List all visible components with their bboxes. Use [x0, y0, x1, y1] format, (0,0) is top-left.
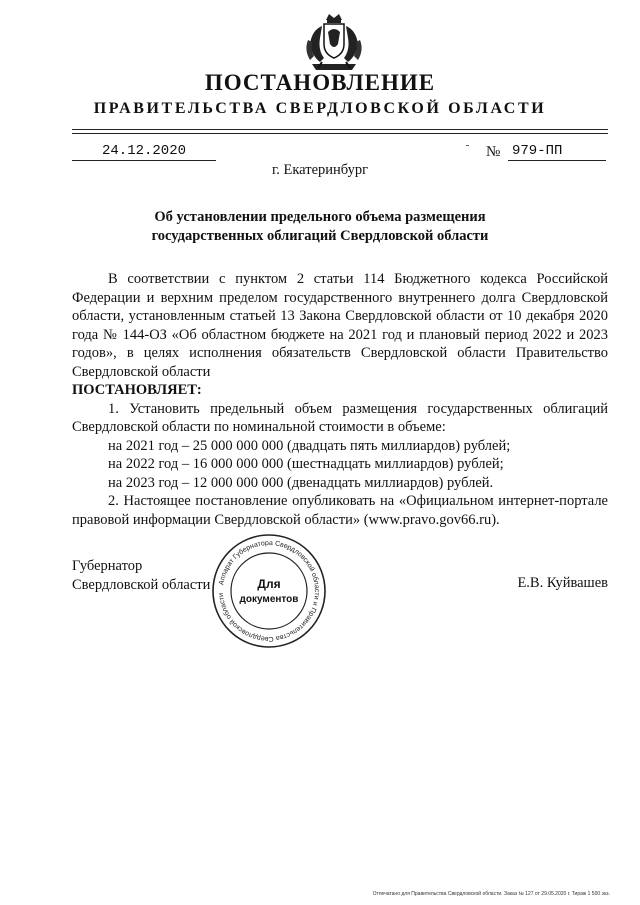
stamp-center-line: Для	[257, 577, 281, 591]
scan-mark	[466, 145, 469, 146]
header-divider	[72, 129, 608, 130]
document-number: 979-ПП	[508, 143, 606, 161]
signatory-position	[72, 557, 210, 594]
preamble-paragraph: В соответствии с пунктом 2 статьи 114 Бюджетного кодекса Российской Федерации и верхним пределом государственного внутреннего долга Свердловской области, установленным статьей 13 Закона Свердловской области от 10 декабря 2020 года № 144-ОЗ «Об областном бюджете на 2021 год и плановый период 2022 и 2023 годов», в целях исполнения обязательств Свердловской области Правительство Свердловской области	[72, 271, 608, 380]
signatory-position-line: Губернатор	[72, 558, 143, 574]
stamp-ring-text: Аппарат Губернатора Свердловской области и Правительства Свердловской области	[218, 539, 321, 643]
signatory-position-line: Свердловской области	[72, 576, 211, 593]
point-1-paragraph: 1. Установить предельный объем размещения государственных облигаций Свердловской области по номинальной стоимости в объеме:	[72, 400, 608, 435]
year-item-2022: на 2022 год – 16 000 000 000 (шестнадцать миллиардов) рублей;	[108, 456, 504, 472]
header-divider-thin	[72, 133, 608, 134]
stamp-center-line: документов	[239, 594, 299, 605]
document-body	[72, 270, 608, 529]
issuing-authority-heading: ПРАВИТЕЛЬСТВА СВЕРДЛОВСКОЙ ОБЛАСТИ	[93, 100, 547, 117]
signatory-name: Е.В. Куйвашев	[517, 575, 608, 591]
year-item-2021: на 2021 год – 25 000 000 000 (двадцать пять миллиардов) рублей;	[108, 437, 511, 454]
official-stamp	[210, 532, 328, 650]
print-info-footer: Отпечатано для Правительства Свердловской области. Заказ № 127 от 29.05.2020 г. Тираж 1 500 экз.	[372, 891, 610, 897]
document-title	[100, 208, 540, 246]
year-item-2023: на 2023 год – 12 000 000 000 (двенадцать миллиардов) рублей.	[108, 474, 494, 491]
coat-of-arms-icon	[298, 10, 370, 74]
document-title-line: государственных облигаций Свердловской области	[151, 228, 489, 244]
resolves-heading: ПОСТАНОВЛЯЕТ:	[72, 382, 202, 398]
city: г. Екатеринбург	[271, 162, 369, 178]
document-title-line: Об установлении предельного объема размещения	[154, 209, 486, 225]
document-date: 24.12.2020	[72, 143, 216, 161]
number-sign: №	[486, 144, 501, 160]
point-2-paragraph: 2. Настоящее постановление опубликовать на «Официальном интернет-портале правовой информации Свердловской области» (www.pravo.gov66.ru).	[72, 493, 608, 528]
document-type-heading: ПОСТАНОВЛЕНИЕ	[204, 70, 436, 95]
